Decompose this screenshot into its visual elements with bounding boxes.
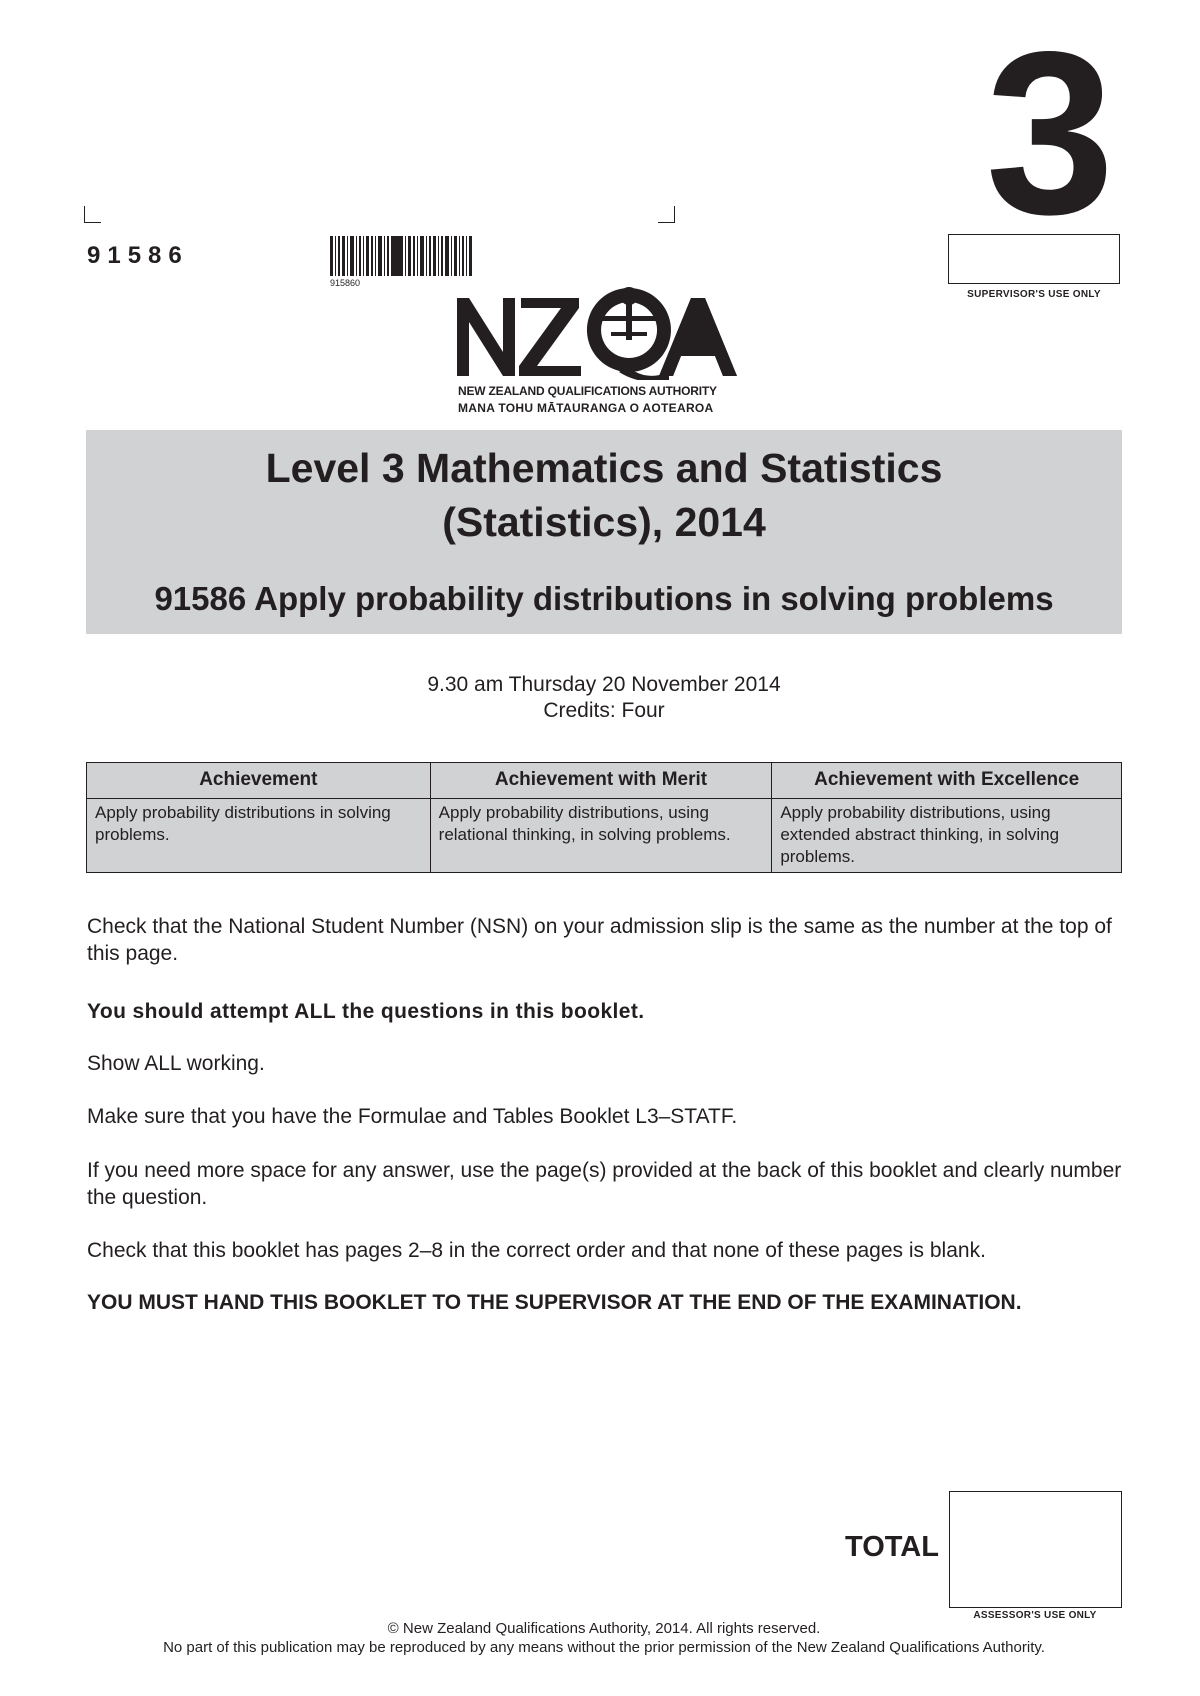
copyright-notice: © New Zealand Qualifications Authority, 2014. All rights reserved. — [387, 1620, 821, 1637]
logo-org-name: NEW ZEALAND QUALIFICATIONS AUTHORITY — [458, 384, 717, 398]
instruction-show-working: Show ALL working. — [87, 1052, 265, 1075]
crop-mark-left — [84, 206, 101, 223]
instruction-nsn: Check that the National Student Number (NSN) on your admission slip is the same as the number at the top of this page. — [87, 915, 1112, 965]
supervisor-use-box — [948, 234, 1120, 284]
supervisor-use-label: SUPERVISOR'S USE ONLY — [967, 289, 1101, 300]
achievement-criteria-table — [86, 762, 1122, 873]
logo-maori-name: MANA TOHU MĀTAURANGA O AOTEAROA — [458, 401, 714, 415]
exam-date: 9.30 am Thursday 20 November 2014 — [427, 673, 781, 696]
barcode — [330, 236, 472, 276]
title-band — [86, 430, 1122, 634]
exam-credits: Credits: Four — [543, 699, 665, 722]
table-cell-achievement: Apply probability distributions in solving problems. — [87, 799, 431, 873]
instruction-attempt-all: You should attempt ALL the questions in this booklet. — [87, 1000, 645, 1023]
table-cell-merit: Apply probability distributions, using relational thinking, in solving problems. — [430, 799, 772, 873]
assessor-total-box — [949, 1491, 1122, 1608]
instruction-check-pages: Check that this booklet has pages 2–8 in the correct order and that none of these pages is blank. — [87, 1239, 986, 1262]
instruction-hand-in: YOU MUST HAND THIS BOOKLET TO THE SUPERVISOR AT THE END OF THE EXAMINATION. — [87, 1291, 1022, 1314]
assessor-use-label: ASSESSOR'S USE ONLY — [973, 1610, 1097, 1621]
table-header-row — [87, 763, 1122, 799]
page-title-line-1: Level 3 Mathematics and Statistics — [265, 445, 943, 491]
crop-mark-right — [658, 206, 675, 223]
table-row — [87, 799, 1122, 873]
table-cell-excellence: Apply probability distributions, using extended abstract thinking, in solving problems. — [772, 799, 1122, 873]
barcode-number: 915860 — [330, 278, 361, 288]
instruction-formulae-booklet: Make sure that you have the Formulae and Tables Booklet L3–STATF. — [87, 1105, 738, 1128]
instruction-extra-space: If you need more space for any answer, use the page(s) provided at the back of this booklet and clearly number the question. — [87, 1159, 1122, 1209]
standard-code: 91586 — [87, 242, 189, 269]
table-header-merit: Achievement with Merit — [430, 763, 772, 799]
standard-subtitle: 91586 Apply probability distributions in solving problems — [154, 580, 1054, 617]
page-title-line-2: (Statistics), 2014 — [442, 499, 766, 545]
reproduction-notice: No part of this publication may be reproduced by any means without the prior permission of the New Zealand Qualifications Authority. — [163, 1639, 1045, 1656]
total-label: TOTAL — [845, 1531, 939, 1563]
table-header-excellence: Achievement with Excellence — [772, 763, 1122, 799]
level-number: 3 — [985, 4, 1111, 263]
table-header-achievement: Achievement — [87, 763, 431, 799]
nzqa-logo — [455, 280, 751, 380]
